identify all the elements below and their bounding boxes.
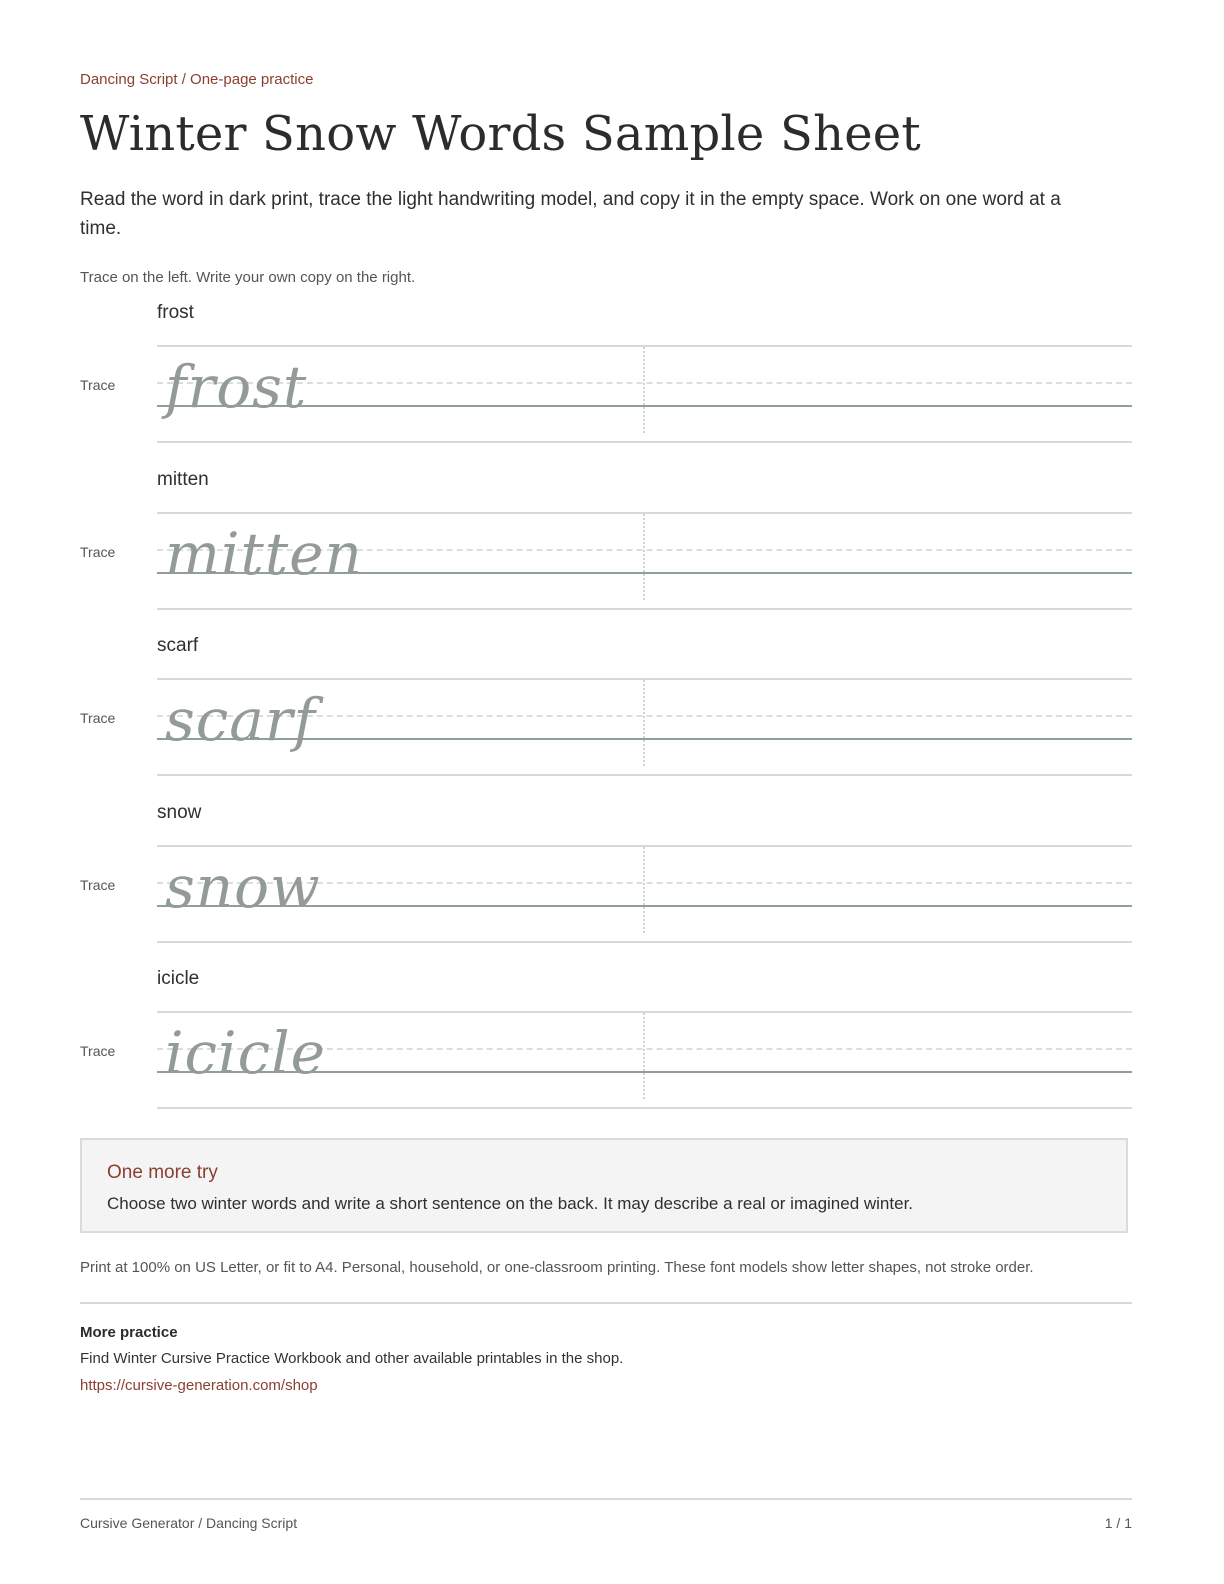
trace-copy-divider (643, 1013, 645, 1099)
trace-copy-divider (643, 514, 645, 600)
page-title: Winter Snow Words Sample Sheet (80, 106, 921, 162)
trace-copy-divider (643, 680, 645, 766)
word-label: scarf (157, 635, 199, 656)
word-label: snow (157, 801, 202, 823)
practice-row (80, 300, 1132, 467)
breadcrumb: Dancing Script / One-page practice (80, 71, 314, 88)
divider (80, 1302, 1132, 1304)
trace-copy-divider (643, 347, 645, 433)
trace-model: scarf (165, 686, 317, 754)
more-practice-heading: More practice (80, 1324, 178, 1341)
instruction-text: Trace on the left. Write your own copy on the right. (80, 269, 416, 286)
trace-label: Trace (80, 1043, 116, 1059)
trace-label: Trace (80, 710, 116, 726)
intro-text: Read the word in dark print, trace the light handwriting model, and copy it in the empty space. Work on one word at a time. (80, 189, 1061, 239)
practice-row (80, 966, 1132, 1133)
writing-lines (157, 678, 1132, 776)
practice-row (80, 633, 1132, 800)
trace-label: Trace (80, 876, 116, 893)
trace-model: frost (165, 353, 308, 421)
trace-label: Trace (80, 543, 116, 560)
word-label: frost (157, 302, 194, 323)
writing-lines (157, 845, 1132, 943)
writing-lines (157, 1011, 1132, 1109)
footer-divider (80, 1498, 1132, 1500)
writing-lines (157, 345, 1132, 443)
trace-label: Trace (80, 377, 116, 393)
page-number: 1 / 1 (1104, 1515, 1132, 1531)
word-label: mitten (157, 468, 209, 490)
footer-source: Cursive Generator / Dancing Script (80, 1515, 298, 1531)
extra-practice-callout (80, 1138, 1128, 1233)
practice-row (80, 467, 1132, 634)
word-label: icicle (157, 968, 200, 989)
trace-model: mitten (165, 519, 363, 588)
shop-link[interactable]: https://cursive-generation.com/shop (80, 1377, 318, 1394)
callout-text: Choose two winter words and write a short sentence on the back. It may describe a real or imagined winter. (107, 1194, 914, 1213)
worksheet-page (80, 0, 1132, 1584)
callout-title: One more try (107, 1162, 218, 1183)
print-note: Print at 100% on US Letter, or fit to A4. Personal, household, or one-classroom printing. These font models show letter shapes, not stroke order. (80, 1259, 1034, 1276)
trace-model: icicle (165, 1019, 326, 1087)
trace-model: snow (165, 852, 321, 921)
practice-row (80, 800, 1132, 967)
writing-lines (157, 512, 1132, 610)
practice-rows (80, 300, 1132, 1133)
trace-copy-divider (643, 847, 645, 933)
more-practice-text: Find Winter Cursive Practice Workbook and other available printables in the shop. (80, 1350, 624, 1367)
